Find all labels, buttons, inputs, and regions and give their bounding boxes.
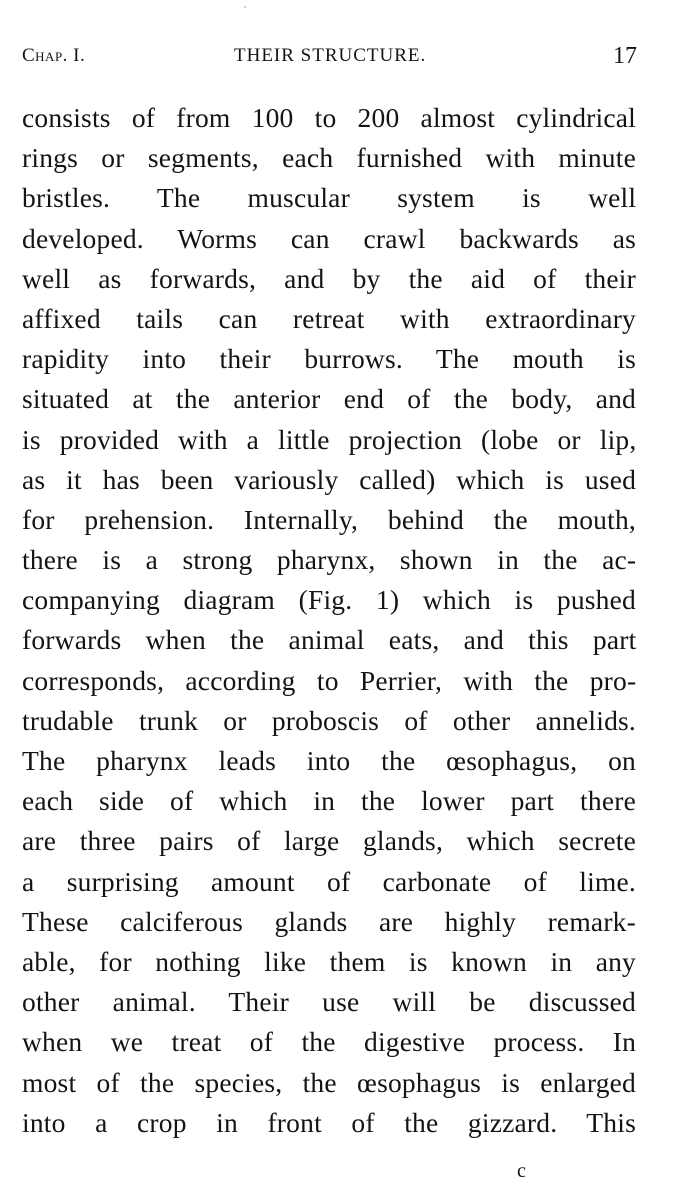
text-line: as it has been variously called) which is used bbox=[22, 463, 637, 495]
scan-speck bbox=[244, 6, 246, 8]
text-line: able, for nothing like them is known in any bbox=[22, 945, 636, 977]
text-line: when we treat of the digestive process. In bbox=[22, 1026, 637, 1058]
running-title: THEIR STRUCTURE. bbox=[234, 45, 427, 66]
text-line: are three pairs of large glands, which secrete bbox=[22, 825, 636, 857]
text-line: is provided with a little projection (lobe or lip, bbox=[22, 423, 637, 455]
text-line: well as forwards, and by the aid of their bbox=[22, 262, 636, 294]
text-line: into a crop in front of the gizzard. This bbox=[22, 1106, 636, 1138]
text-line: rapidity into their burrows. The mouth is bbox=[22, 343, 637, 375]
text-line: consists of from 100 to 200 almost cylindrical bbox=[22, 102, 636, 133]
text-line: a surprising amount of carbonate of lime. bbox=[22, 865, 636, 897]
text-line: each side of which in the lower part there bbox=[22, 785, 636, 817]
text-line: These calciferous glands are highly remark- bbox=[22, 905, 636, 937]
text-line: rings or segments, each furnished with minute bbox=[22, 142, 636, 174]
text-line: affixed tails can retreat with extraordinary bbox=[22, 302, 636, 334]
text-line: for prehension. Internally, behind the mouth, bbox=[22, 503, 636, 535]
signature-mark: c bbox=[517, 1160, 526, 1182]
text-line: other animal. Their use will be discussed bbox=[22, 986, 636, 1018]
text-line: trudable trunk or proboscis of other annelids. bbox=[22, 704, 636, 736]
page-number: 17 bbox=[613, 42, 637, 69]
text-line: situated at the anterior end of the body, and bbox=[22, 383, 636, 415]
text-line: forwards when the animal eats, and this part bbox=[22, 624, 637, 656]
text-line: there is a strong pharynx, shown in the ac- bbox=[22, 544, 637, 576]
body-paragraph bbox=[22, 98, 636, 1143]
text-line: most of the species, the œsophagus is enlarged bbox=[22, 1066, 636, 1098]
text-line: corresponds, according to Perrier, with the pro- bbox=[22, 664, 637, 696]
running-header bbox=[22, 40, 637, 72]
text-line: The pharynx leads into the œsophagus, on bbox=[22, 745, 636, 776]
text-line: developed. Worms can crawl backwards as bbox=[22, 222, 637, 254]
text-line: companying diagram (Fig. 1) which is pushed bbox=[22, 584, 636, 616]
chapter-label: Chap. I. bbox=[22, 45, 86, 66]
text-line: bristles. The muscular system is well bbox=[22, 182, 637, 214]
